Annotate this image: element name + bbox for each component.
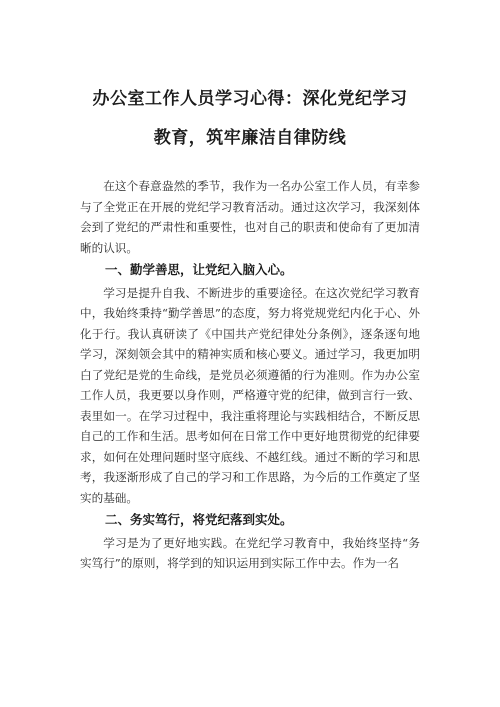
intro-paragraph: 在这个春意盎然的季节，我作为一名办公室工作人员，有幸参与了全党正在开展的党纪学习教育活动。通过这次学习，我深刻体会到了党纪的严肃性和重要性，也对自己的职责和使命有了更加清晰的认识。 — [80, 179, 420, 255]
document-title-line-2: 教育，筑牢廉洁自律防线 — [153, 128, 347, 148]
document-title-line-1: 办公室工作人员学习心得：深化党纪学习 — [92, 89, 408, 109]
section-2-paragraph: 学习是为了更好地实践。在党纪学习教育中，我始终坚持“务实笃行”的原则，将学到的知识运用到实际工作中去。作为一名 — [80, 535, 420, 570]
section-1-heading: 一、勤学善思，让党纪入脑入心。 — [105, 262, 293, 277]
section-2-heading: 二、务实笃行，将党纪落到实处。 — [105, 512, 293, 527]
document-body — [80, 176, 420, 574]
section-1-paragraph: 学习是提升自我、不断进步的重要途径。在这次党纪学习教育中，我始终秉持“勤学善思”的态度，努力将党规党纪内化于心、外化于行。我认真研读了《中国共产党纪律处分条例》，逐条逐句地学习，深刻领会其中的精神实质和核心要义。通过学习，我更加明白了党纪是党的生命线，是党员必须遵循的行为准则。作为办公室工作人员，我更要以身作则，严格遵守党的纪律，做到言行一致、表里如一。在学习过程中，我注重将理论与实践相结合，不断反思自己的工作和生活。思考如何在日常工作中更好地贯彻党的纪律要求，如何在处理问题时坚守底线、不越红线。通过不断的学习和思考，我逐渐形成了自己的学习和工作思路，为今后的工作奠定了坚实的基础。 — [80, 285, 420, 505]
